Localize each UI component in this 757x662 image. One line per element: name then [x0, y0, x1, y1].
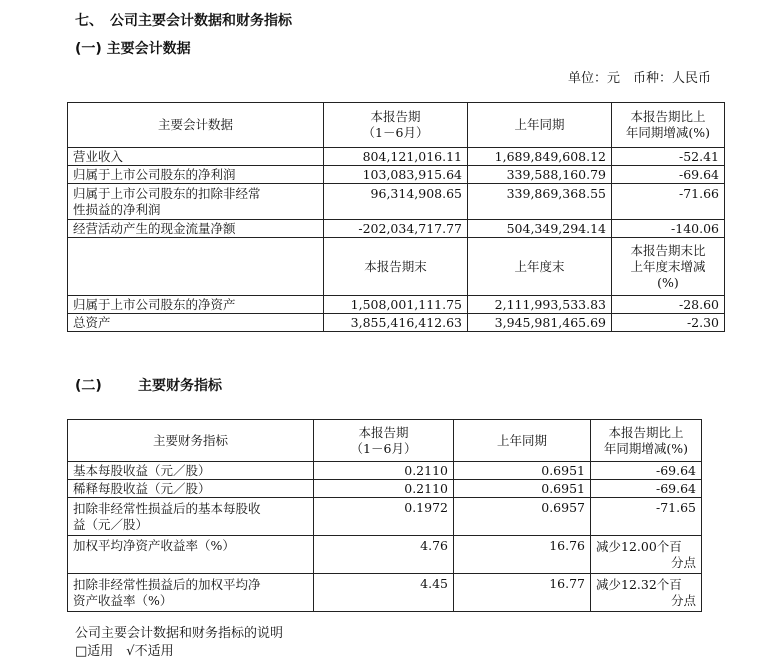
row-change: -71.65: [591, 498, 702, 536]
header-change-line2: 年同期增减(%): [603, 440, 689, 456]
row-item: 归属于上市公司股东的净利润: [68, 166, 324, 184]
table-row: [68, 296, 725, 314]
row-item: 经营活动产生的现金流量净额: [68, 220, 324, 238]
table-row: [68, 462, 702, 480]
row-prior: 2,111,993,533.83: [468, 296, 612, 314]
row-change-line1: 减少12.00个百: [596, 538, 682, 554]
row-current: 1,508,001,111.75: [324, 296, 468, 314]
row-current: 4.45: [314, 574, 454, 612]
row-prior: 339,588,160.79: [468, 166, 612, 184]
row-change: -69.64: [612, 166, 725, 184]
row-item: 加权平均净资产收益率（%）: [68, 536, 314, 574]
subsection-heading: (一) 主要会计数据: [75, 41, 191, 57]
subsection-number: (二): [75, 378, 102, 394]
row-prior: 504,349,294.14: [468, 220, 612, 238]
header-current-line2: （1－6月）: [350, 440, 417, 456]
table-row: [68, 498, 702, 536]
subheader-change: [612, 238, 725, 296]
table-row: [68, 166, 725, 184]
row-current: 4.76: [314, 536, 454, 574]
row-current: 0.2110: [314, 480, 454, 498]
row-prior: 339,869,368.55: [468, 184, 612, 220]
row-item: [68, 184, 324, 220]
row-change-line2: 分点: [670, 554, 696, 570]
row-item: 基本每股收益（元／股）: [68, 462, 314, 480]
row-item-line1: 扣除非经常性损益后的加权平均净: [73, 576, 261, 592]
row-current: 804,121,016.11: [324, 148, 468, 166]
table-row: [68, 184, 725, 220]
subheader-current: 本报告期末: [324, 238, 468, 296]
header-current-line1: 本报告期: [370, 109, 421, 124]
row-item: [68, 498, 314, 536]
row-change: -2.30: [612, 314, 725, 332]
subheader-change-line1: 本报告期末比: [630, 242, 706, 258]
header-change: [612, 103, 725, 148]
table-row: [68, 574, 702, 612]
table-header-row: [68, 420, 702, 462]
subheader-prior: 上年度末: [468, 238, 612, 296]
unit-currency-line: 单位：元 币种：人民币: [567, 71, 711, 86]
row-current: 0.2110: [314, 462, 454, 480]
row-change: -69.64: [591, 480, 702, 498]
explanation-note: 公司主要会计数据和财务指标的说明: [75, 626, 284, 641]
row-item: [68, 574, 314, 612]
row-prior: 3,945,981,465.69: [468, 314, 612, 332]
header-current-line1: 本报告期: [358, 424, 409, 440]
row-current: 3,855,416,412.63: [324, 314, 468, 332]
table-row: [68, 314, 725, 332]
row-item: 营业收入: [68, 148, 324, 166]
row-current: 103,083,915.64: [324, 166, 468, 184]
table-row: [68, 148, 725, 166]
header-item: 主要会计数据: [68, 103, 324, 148]
header-current: [324, 103, 468, 148]
row-item-line2: 益（元／股）: [73, 516, 149, 532]
row-prior: 1,689,849,608.12: [468, 148, 612, 166]
header-item: 主要财务指标: [68, 420, 314, 462]
subsection-heading: 主要财务指标: [138, 378, 222, 394]
header-prior: 上年同期: [468, 103, 612, 148]
table-row: [68, 536, 702, 574]
table-row: [68, 220, 725, 238]
header-prior: 上年同期: [454, 420, 591, 462]
row-change-line2: 分点: [670, 592, 696, 608]
row-change: [591, 574, 702, 612]
row-item: 稀释每股收益（元／股）: [68, 480, 314, 498]
row-change-line1: 减少12.32个百: [596, 576, 682, 592]
applicability-checkbox: □适用 √不适用: [75, 644, 174, 659]
row-change: -71.66: [612, 184, 725, 220]
row-prior: 16.77: [454, 574, 591, 612]
row-current: -202,034,717.77: [324, 220, 468, 238]
row-current: 0.1972: [314, 498, 454, 536]
header-change-line2: 年同期增减(%): [625, 125, 711, 140]
table-subheader-row: [68, 238, 725, 296]
row-item: 归属于上市公司股东的净资产: [68, 296, 324, 314]
subheader-change-line3: (%): [657, 274, 679, 290]
row-change: -69.64: [591, 462, 702, 480]
table-header-row: [68, 103, 725, 148]
table-row: [68, 480, 702, 498]
accounting-data-table: [67, 102, 725, 332]
row-change: -140.06: [612, 220, 725, 238]
row-current: 96,314,908.65: [324, 184, 468, 220]
header-change-line1: 本报告期比上: [630, 109, 706, 124]
header-change-line1: 本报告期比上: [608, 424, 684, 440]
header-current: [314, 420, 454, 462]
financial-indicators-table: [67, 419, 702, 612]
section-heading: 七、 公司主要会计数据和财务指标: [75, 13, 292, 29]
row-change: -52.41: [612, 148, 725, 166]
row-item: 总资产: [68, 314, 324, 332]
row-change: [591, 536, 702, 574]
subheader-empty: [68, 238, 324, 296]
row-item-line2: 资产收益率（%）: [73, 592, 173, 608]
header-change: [591, 420, 702, 462]
row-item-line2: 性损益的净利润: [73, 201, 161, 217]
row-prior: 0.6951: [454, 480, 591, 498]
row-item-line1: 归属于上市公司股东的扣除非经常: [73, 185, 261, 201]
row-change: -28.60: [612, 296, 725, 314]
header-current-line2: （1－6月）: [362, 125, 429, 140]
row-item-line1: 扣除非经常性损益后的基本每股收: [73, 500, 261, 516]
subheader-change-line2: 上年度末增减: [630, 258, 706, 274]
row-prior: 0.6957: [454, 498, 591, 536]
row-prior: 16.76: [454, 536, 591, 574]
row-prior: 0.6951: [454, 462, 591, 480]
